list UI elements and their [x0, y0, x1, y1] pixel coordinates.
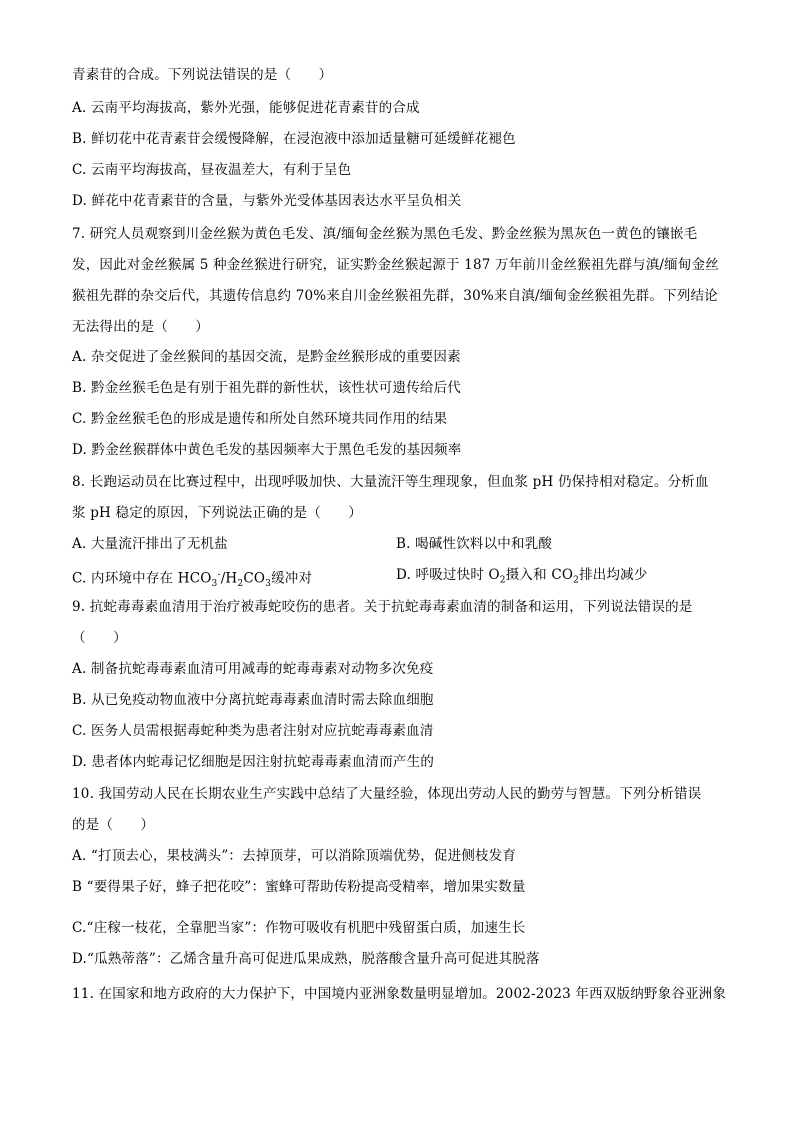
q9-option-b: B. 从已免疫动物血液中分离抗蛇毒毒素血清时需去除血细胞	[72, 692, 434, 708]
q10-option-d: D.“瓜熟蒂落”：乙烯含量升高可促进瓜果成熟，脱落酸含量升高可促进其脱落	[72, 951, 540, 967]
q8-option-c: C. 内环境中存在 $HCO_3^-/H_2CO_3$缓冲对	[72, 570, 313, 590]
q7-stem-line1: 7. 研究人员观察到川金丝猴为黄色毛发、滇/缅甸金丝猴为黑色毛发、黔金丝猴为黑灰色一黄色的镶嵌毛	[72, 226, 698, 242]
q7-stem-line3: 猴祖先群的杂交后代，其遗传信息约 70%来自川金丝猴祖先群，30%来自滇/缅甸金丝猴祖先群。下列结论	[72, 288, 718, 304]
q7-stem-line2: 发，因此对金丝猴属 5 种金丝猴进行研究，证实黔金丝猴起源于 187 万年前川金丝猴祖先群与滇/缅甸金丝	[72, 257, 719, 273]
q10-option-b: B “要得果子好，蜂子把花咬”：蜜蜂可帮助传粉提高受精率，增加果实数量	[72, 879, 526, 895]
q6-option-c: C. 云南平均海拔高，昼夜温差大，有利于呈色	[72, 162, 352, 178]
q9-option-c: C. 医务人员需根据毒蛇种类为患者注射对应抗蛇毒毒素血清	[72, 723, 434, 739]
q11-stem-line1: 11. 在国家和地方政府的大力保护下，中国境内亚洲象数量明显增加。2002-2023 年西双版纳野象谷亚洲象	[72, 986, 727, 1002]
q6-option-d: D. 鲜花中花青素苷的含量，与紫外光受体基因表达水平呈负相关	[72, 193, 462, 209]
q7-option-d: D. 黔金丝猴群体中黄色毛发的基因频率大于黑色毛发的基因频率	[72, 442, 462, 458]
q9-option-a: A. 制备抗蛇毒毒素血清可用减毒的蛇毒毒素对动物多次免疫	[72, 661, 434, 677]
q7-option-c: C. 黔金丝猴毛色的形成是遗传和所处自然环境共同作用的结果	[72, 411, 448, 427]
q9-stem-line2: （ ）	[72, 630, 127, 646]
q7-option-a: A. 杂交促进了金丝猴间的基因交流，是黔金丝猴形成的重要因素	[72, 349, 461, 365]
q7-option-b: B. 黔金丝猴毛色是有别于祖先群的新性状，该性状可遗传给后代	[72, 380, 462, 396]
q6-option-a: A. 云南平均海拔高，紫外光强，能够促进花青素苷的合成	[72, 100, 420, 116]
q9-option-d: D. 患者体内蛇毒记忆细胞是因注射抗蛇毒毒素血清而产生的	[72, 754, 435, 770]
q6-option-b: B. 鲜切花中花青素苷会缓慢降解，在浸泡液中添加适量糖可延缓鲜花褪色	[72, 131, 516, 147]
q8-option-d: D. 呼吸过快时 $O_2$摄入和 $CO_2$排出均减少	[396, 567, 648, 586]
q8-stem-line2: 浆 pH 稳定的原因，下列说法正确的是（ ）	[72, 505, 363, 521]
q10-stem-line1: 10. 我国劳动人民在长期农业生产实践中总结了大量经验，体现出劳动人民的勤劳与智慧。下列分析错误	[72, 786, 702, 802]
q9-stem-line1: 9. 抗蛇毒毒素血清用于治疗被毒蛇咬伤的患者。关于抗蛇毒毒素血清的制备和运用，下列说法错误的是	[72, 599, 693, 615]
q8-stem-line1: 8. 长跑运动员在比赛过程中，出现呼吸加快、大量流汗等生理现象，但血浆 pH 仍保持相对稳定。分析血	[72, 474, 709, 490]
q10-option-a: A. “打顶去心，果枝满头”：去掉顶芽，可以消除顶端优势，促进侧枝发育	[72, 848, 517, 864]
q10-stem-line2: 的是（ ）	[72, 817, 155, 833]
q8-option-b: B. 喝碱性饮料以中和乳酸	[396, 536, 553, 552]
q8-option-a: A. 大量流汗排出了无机盐	[72, 536, 228, 552]
q7-stem-line4: 无法得出的是（ ）	[72, 319, 209, 335]
q10-option-c: C.“庄稼一枝花，全靠肥当家”：作物可吸收有机肥中残留蛋白质，加速生长	[72, 920, 526, 936]
q6-stem-tail: 青素苷的合成。下列说法错误的是（ ）	[72, 67, 333, 83]
